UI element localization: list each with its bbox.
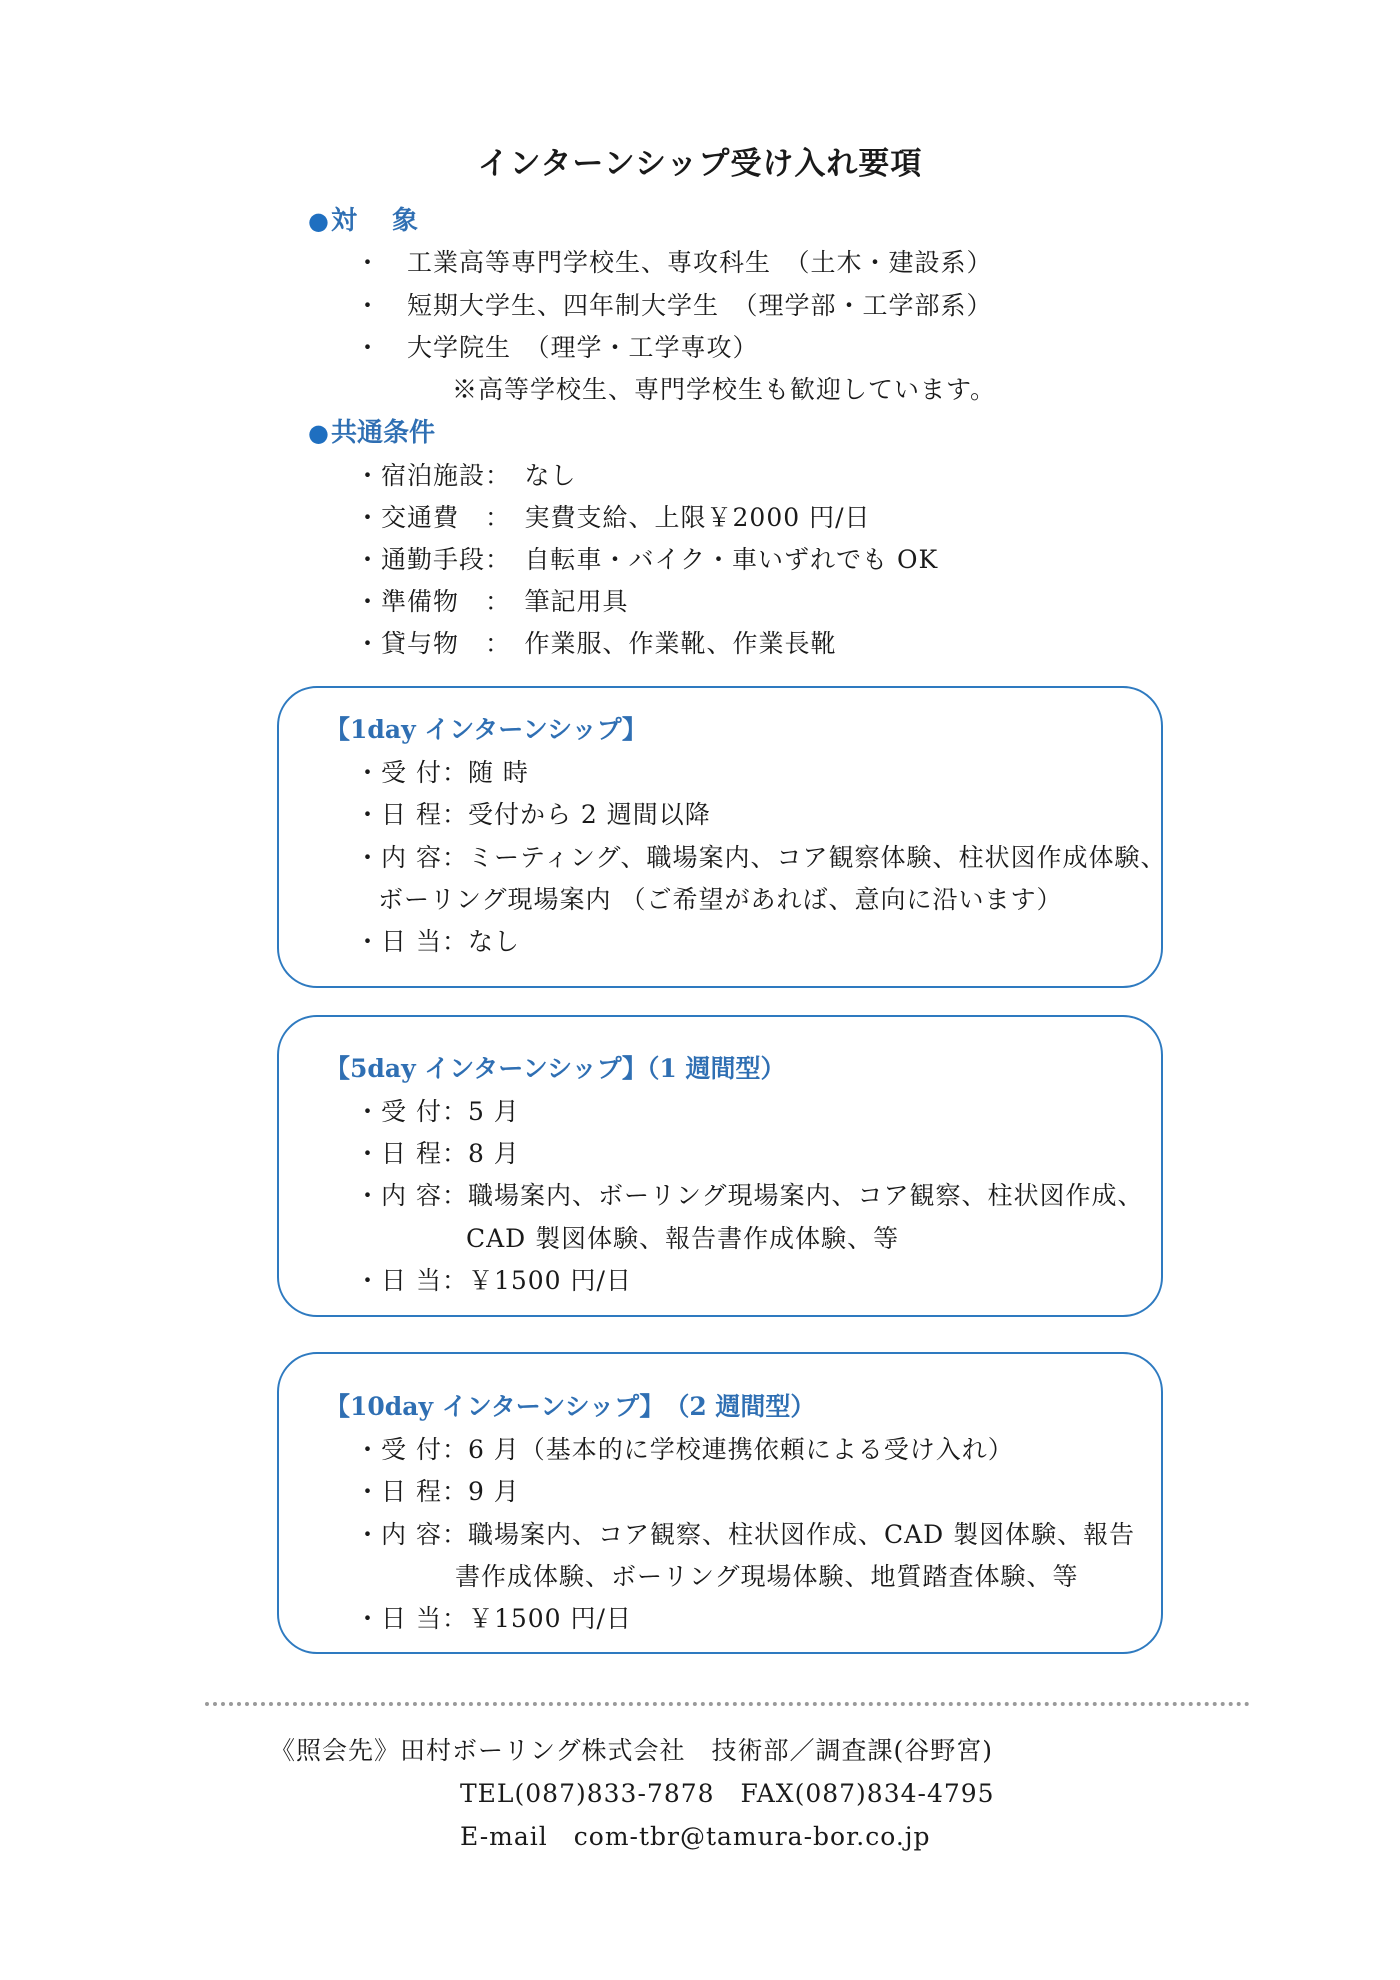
target-item: ・ 短期大学生、四年制大学生 （理学部・工学部系） [355,291,993,320]
target-item: ・ 大学院生 （理学・工学専攻） [355,333,759,362]
program-line: ・日 程：8 月 [355,1139,520,1168]
common-item: ・通勤手段： 自転車・バイク・車いずれでも OK [355,545,939,574]
bullet-dot-icon: ● [308,206,329,235]
common-item: ・貸与物 ： 作業服、作業靴、作業長靴 [355,629,837,658]
program-line: 書作成体験、ボーリング現場体験、地質踏査体験、等 [455,1562,1079,1591]
program-line: ・内 容：職場案内、コア観察、柱状図作成、CAD 製図体験、報告 [355,1520,1136,1549]
contact-tel-fax: TEL(087)833-7878 FAX(087)834-4795 [460,1779,995,1808]
program-line: ・内 容：職場案内、ボーリング現場案内、コア観察、柱状図作成、 [355,1181,1144,1210]
program-title: 【10day インターンシップ】 （2 週間型） [325,1392,816,1421]
program-line: ・日 程：受付から 2 週間以降 [355,800,711,829]
program-line: ・受 付：6 月（基本的に学校連携依頼による受け入れ） [355,1435,1014,1464]
program-line: CAD 製図体験、報告書作成体験、等 [466,1224,900,1253]
target-item: ・ 工業高等専門学校生、専攻科生 （土木・建設系） [355,248,993,277]
program-title: 【1day インターンシップ】 [325,715,647,744]
common-item: ・準備物 ： 筆記用具 [355,587,629,616]
contact-line: 《照会先》田村ボーリング株式会社 技術部／調査課(谷野宮) [270,1736,994,1765]
bullet-dot-icon: ● [308,418,329,447]
target-heading-label: 対 象 [330,206,419,236]
common-item: ・交通費 ： 実費支給、上限￥2000 円/日 [355,503,871,532]
program-line: ・日 程：9 月 [355,1477,520,1506]
common-item: ・宿泊施設： なし [355,461,577,490]
program-line: ・日 当：￥1500 円/日 [355,1604,632,1633]
program-line: ・受 付：随 時 [355,758,529,787]
common-heading-label: 共通条件 [330,418,435,448]
target-heading [308,200,418,237]
target-note: ※高等学校生、専門学校生も歓迎しています。 [452,375,997,404]
common-heading [308,412,435,449]
program-line: ・日 当：￥1500 円/日 [355,1266,632,1295]
dotted-divider [205,1702,1250,1706]
program-title: 【5day インターンシップ】（1 週間型） [325,1054,786,1083]
page-title: インターンシップ受け入れ要項 [477,146,923,182]
program-line: ・内 容：ミーティング、職場案内、コア観察体験、柱状図作成体験、 [355,843,1167,872]
contact-email: E-mail com-tbr@tamura-bor.co.jp [460,1822,931,1851]
program-line: ボーリング現場案内 （ご希望があれば、意向に沿います） [378,885,1063,914]
program-line: ・日 当：なし [355,927,520,956]
program-line: ・受 付：5 月 [355,1097,520,1126]
